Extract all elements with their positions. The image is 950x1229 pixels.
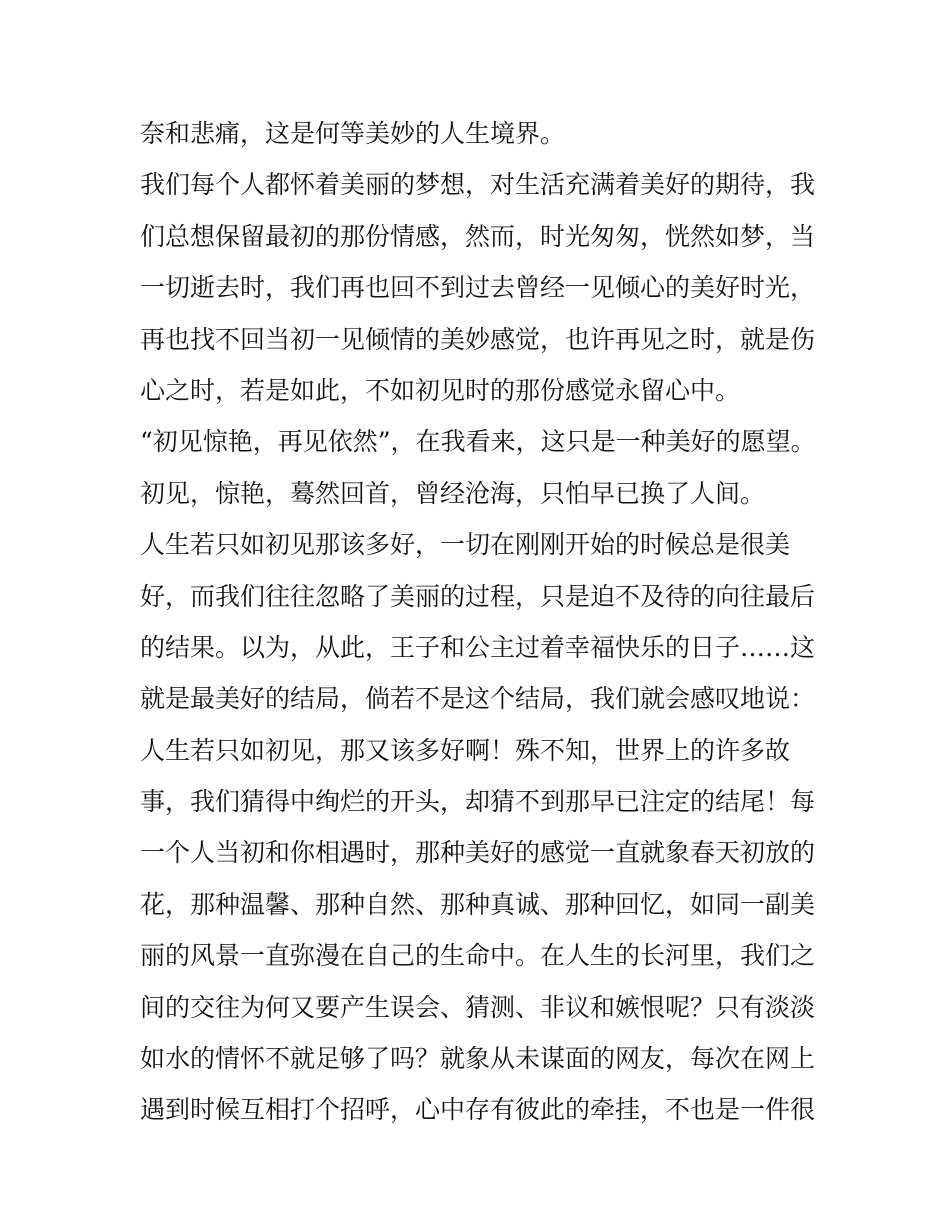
text-line: “初见惊艳，再见依然”，在我看来，这只是一种美好的愿望。 xyxy=(140,427,816,457)
text-line: 初见，惊艳，蓦然回首，曾经沧海，只怕早已换了人间。 xyxy=(140,478,766,508)
text-line: 我们每个人都怀着美丽的梦想，对生活充满着美好的期待，我 xyxy=(140,170,816,200)
text-line: 们总想保留最初的那份情感，然而，时光匆匆，恍然如梦，当 xyxy=(140,221,816,251)
text-line: 花，那种温馨、那种自然、那种真诚、那种回忆，如同一副美 xyxy=(140,889,816,919)
text-line: 人生若只如初见那该多好，一切在刚刚开始的时候总是很美 xyxy=(140,530,791,560)
document-body xyxy=(140,108,830,1136)
text-line: 一切逝去时，我们再也回不到过去曾经一见倾心的美好时光， xyxy=(140,273,816,303)
text-line: 心之时，若是如此，不如初见时的那份感觉永留心中。 xyxy=(140,375,741,405)
text-line: 奈和悲痛，这是何等美妙的人生境界。 xyxy=(140,119,566,148)
text-line: 间的交往为何又要产生误会、猜测、非议和嫉恨呢？只有淡淡 xyxy=(140,992,816,1022)
text-line: 好，而我们往往忽略了美丽的过程，只是迫不及待的向往最后 xyxy=(140,581,816,611)
text-line: 事，我们猜得中绚烂的开头，却猜不到那早已注定的结尾！每 xyxy=(140,787,816,817)
text-line: 再也找不回当初一见倾情的美妙感觉，也许再见之时，就是伤 xyxy=(140,324,816,354)
text-line: 如水的情怀不就足够了吗？就象从未谋面的网友，每次在网上 xyxy=(140,1044,816,1074)
text-line: 一个人当初和你相遇时，那种美好的感觉一直就象春天初放的 xyxy=(140,838,816,868)
text-line: 人生若只如初见，那又该多好啊！殊不知，世界上的许多故 xyxy=(140,735,791,765)
text-line: 丽的风景一直弥漫在自己的生命中。在人生的长河里，我们之 xyxy=(140,941,816,971)
text-line: 的结果。以为，从此，王子和公主过着幸福快乐的日子……这 xyxy=(140,632,816,662)
text-line: 就是最美好的结局，倘若不是这个结局，我们就会感叹地说： xyxy=(140,684,816,714)
text-line: 遇到时候互相打个招呼，心中存有彼此的牵挂，不也是一件很 xyxy=(140,1095,816,1125)
